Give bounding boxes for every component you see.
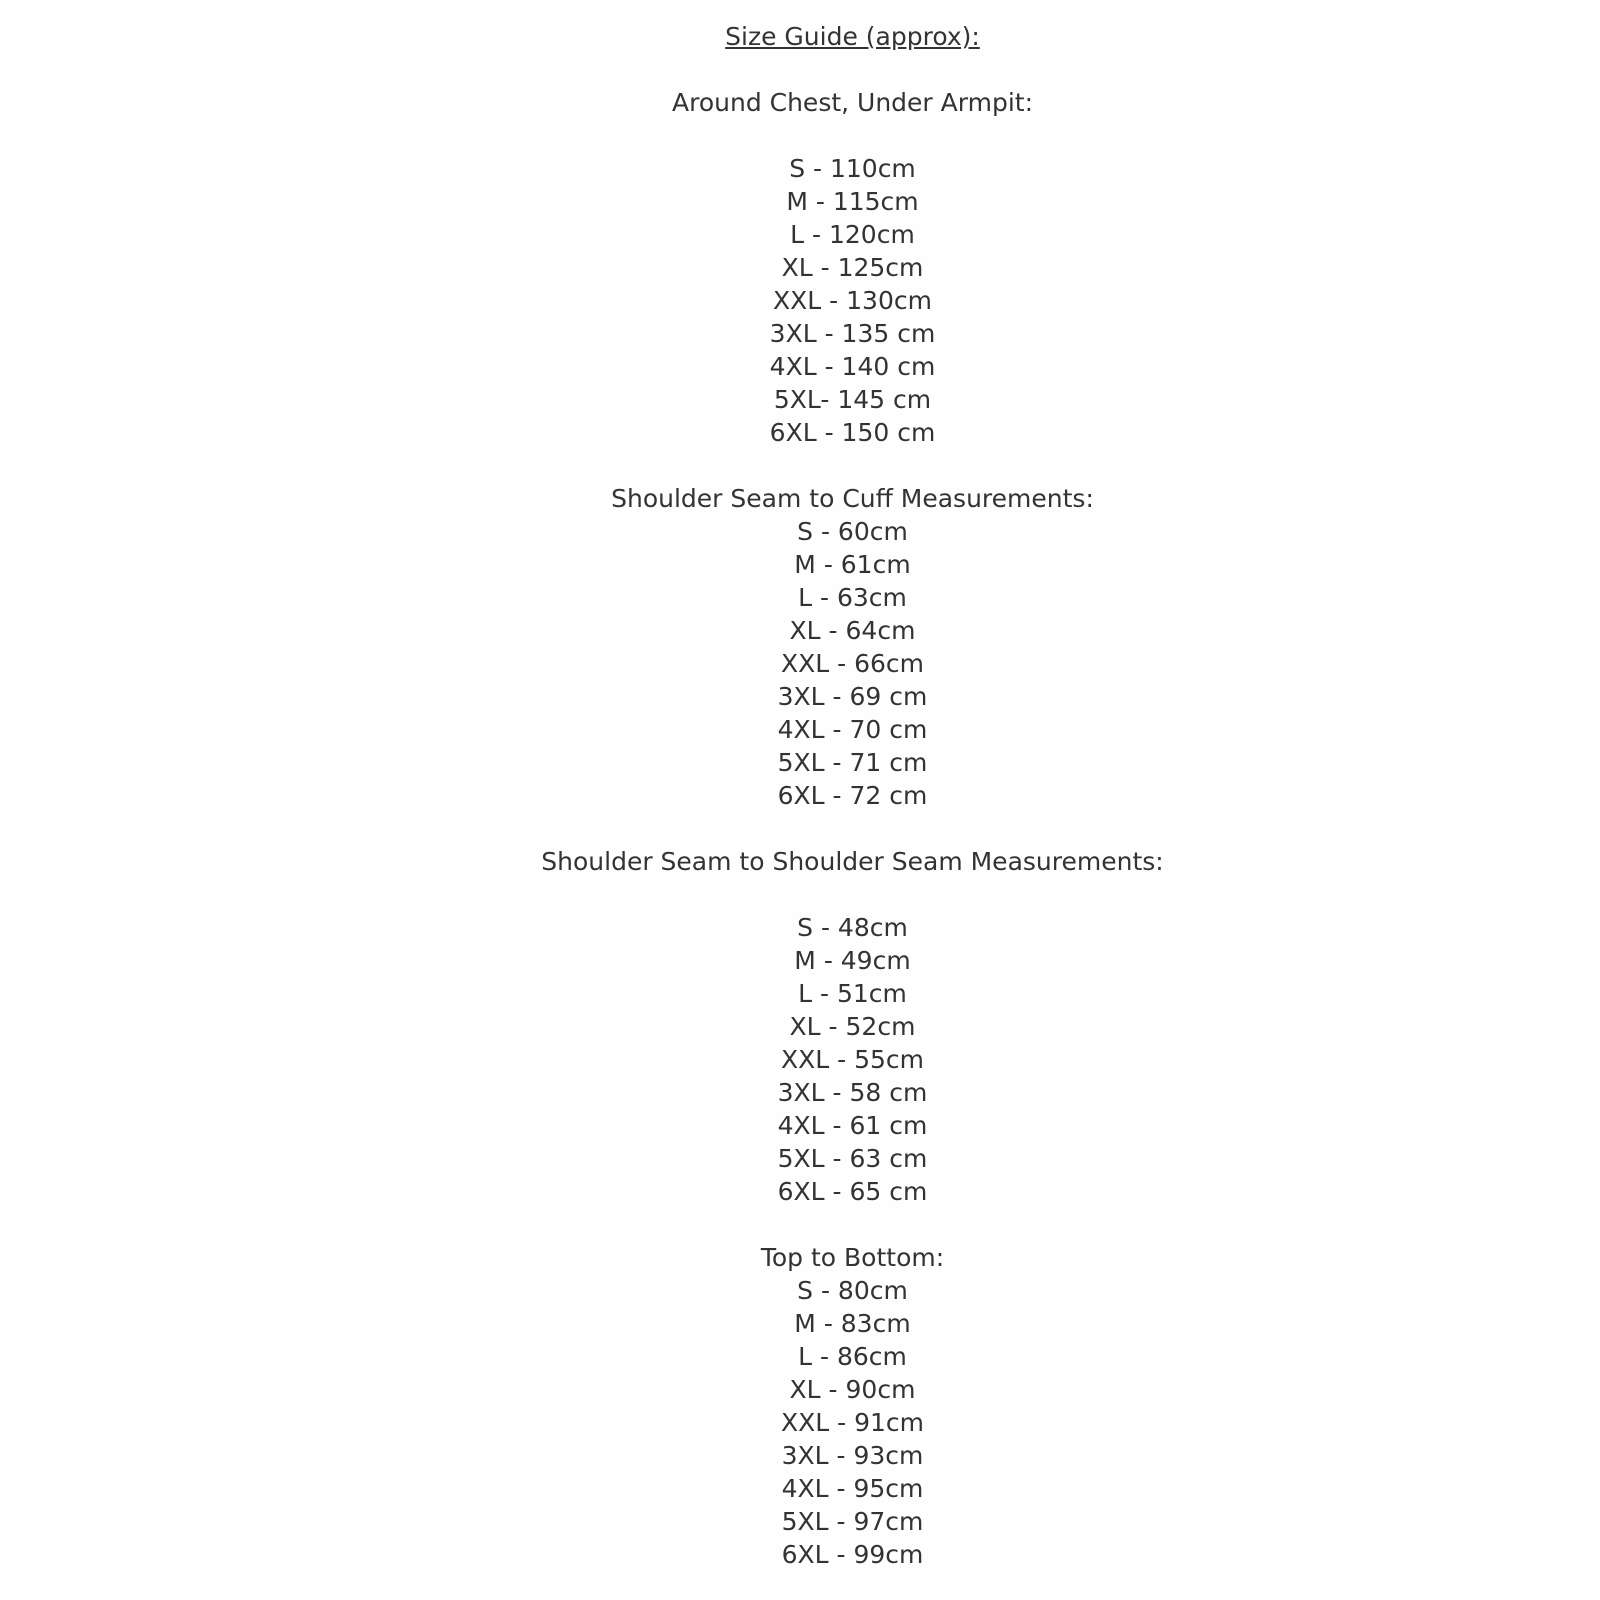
size-row: S - 110cm [789,154,916,183]
size-row: 3XL - 69 cm [777,682,928,711]
size-row: M - 115cm [786,187,919,216]
size-row: 3XL - 93cm [781,1441,924,1470]
size-row: S - 80cm [797,1276,908,1305]
size-row: XXL - 55cm [780,1045,924,1074]
size-row: 5XL - 71 cm [777,748,928,777]
size-row: 4XL - 61 cm [777,1111,928,1140]
size-row: XL - 64cm [789,616,916,645]
size-row: M - 61cm [794,550,911,579]
size-row: XL - 90cm [789,1375,916,1404]
size-row: L - 86cm [798,1342,907,1371]
size-list-seam-to-seam [105,911,1600,1208]
size-row: 5XL - 63 cm [777,1144,928,1173]
size-row: M - 49cm [794,946,911,975]
size-row: 3XL - 135 cm [769,319,936,348]
section-heading-seam-to-seam: Shoulder Seam to Shoulder Seam Measurements: [541,847,1164,876]
size-row: 3XL - 58 cm [777,1078,928,1107]
size-list-top-to-bottom [105,1274,1600,1571]
size-row: 5XL- 145 cm [773,385,932,414]
size-row: 6XL - 99cm [781,1540,924,1569]
size-row: S - 60cm [797,517,908,546]
section-heading-around-chest: Around Chest, Under Armpit: [672,88,1033,117]
size-row: XL - 125cm [781,253,924,282]
size-row: 6XL - 65 cm [777,1177,928,1206]
size-list-seam-to-cuff [105,515,1600,812]
size-row: XXL - 66cm [780,649,924,678]
size-row: S - 48cm [797,913,908,942]
size-row: 4XL - 95cm [781,1474,924,1503]
size-row: L - 51cm [798,979,907,1008]
size-row: XXL - 91cm [780,1408,924,1437]
size-row: M - 83cm [794,1309,911,1338]
size-row: 4XL - 70 cm [777,715,928,744]
size-row: XL - 52cm [789,1012,916,1041]
size-row: L - 63cm [798,583,907,612]
size-row: XXL - 130cm [773,286,932,315]
page-title: Size Guide (approx): [725,22,980,51]
size-row: 6XL - 72 cm [777,781,928,810]
size-list-around-chest [105,152,1600,449]
section-heading-seam-to-cuff: Shoulder Seam to Cuff Measurements: [611,484,1094,513]
size-row: 6XL - 150 cm [769,418,936,447]
size-row: 4XL - 140 cm [769,352,936,381]
section-heading-top-to-bottom: Top to Bottom: [760,1243,945,1272]
size-row: L - 120cm [790,220,915,249]
size-row: 5XL - 97cm [781,1507,924,1536]
